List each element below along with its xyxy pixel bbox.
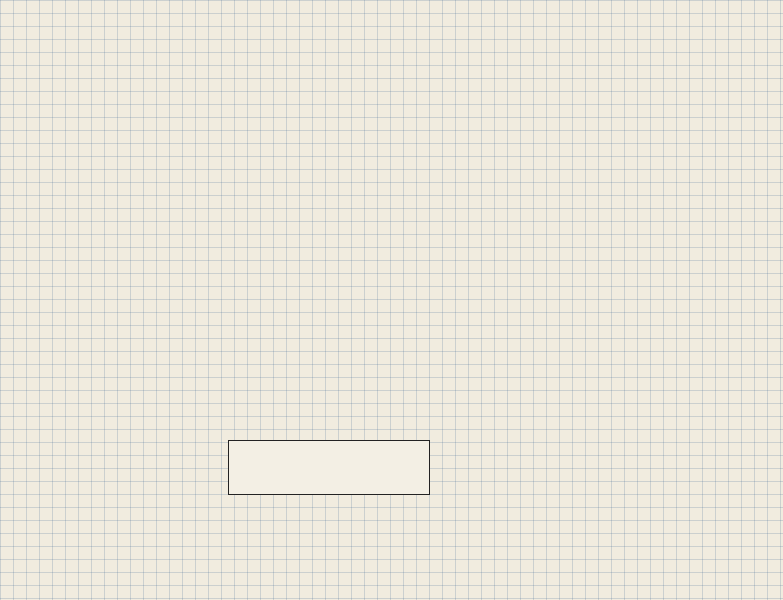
info-box <box>228 440 430 495</box>
